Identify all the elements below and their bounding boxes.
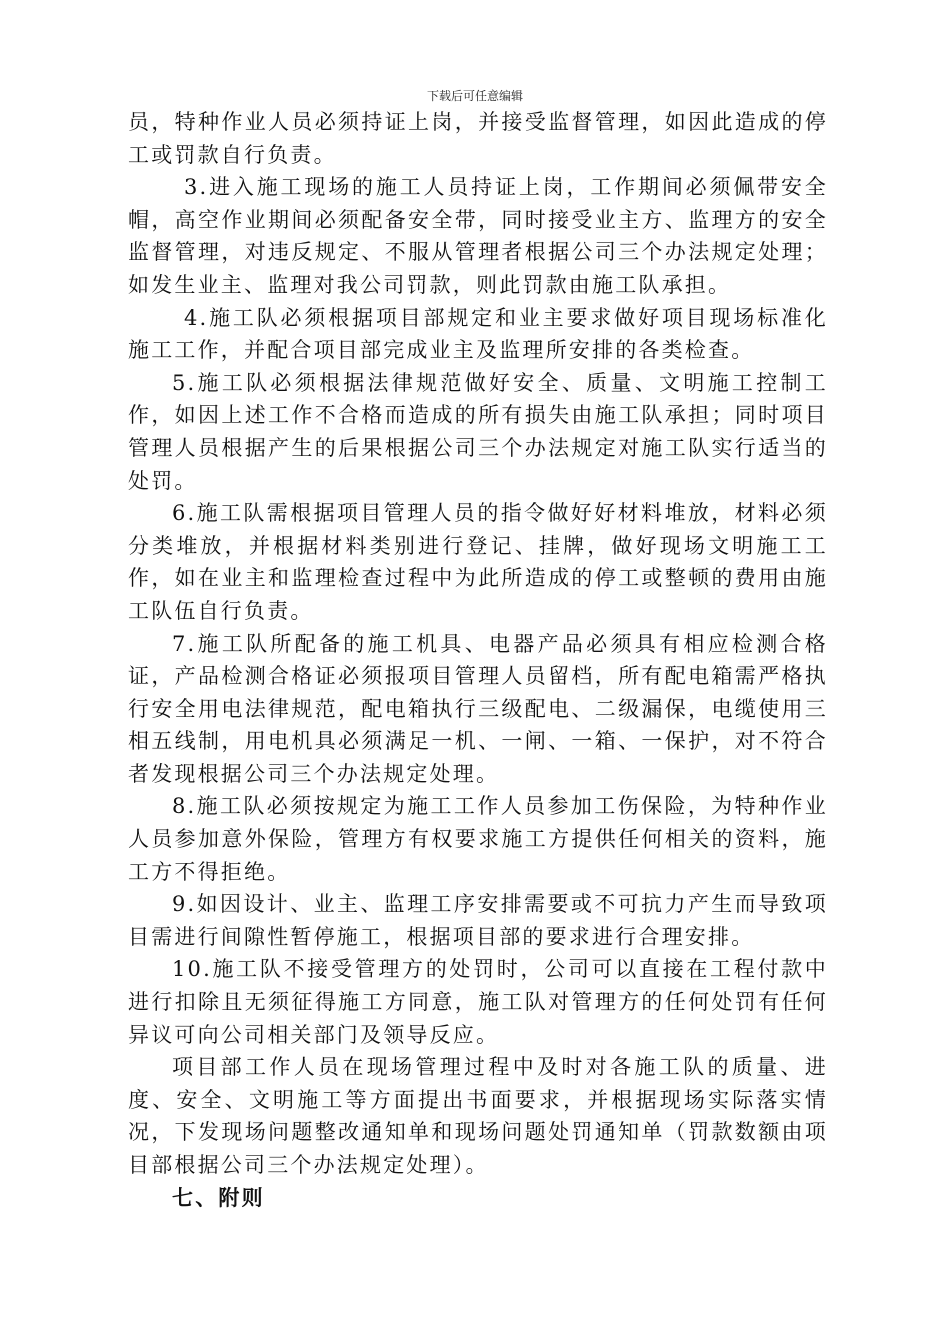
paragraph-item-6: 6.施工队需根据项目管理人员的指令做好好材料堆放，材料必须分类堆放，并根据材料类别进行登记、挂牌，做好现场文明施工工作，如在业主和监理检查过程中为此所造成的停工或整顿的费用由施工队伍自行负责。 xyxy=(128,501,828,623)
paragraph-item-5: 5.施工队必须根据法律规范做好安全、质量、文明施工控制工作，如因上述工作不合格而造成的所有损失由施工队承担；同时项目管理人员根据产生的后果根据公司三个办法规定对施工队实行适当的处罚。 xyxy=(128,370,828,493)
paragraph-continuation: 员，特种作业人员必须持证上岗，并接受监督管理，如因此造成的停工或罚款自行负责。 xyxy=(128,110,828,167)
page-header: 下载后可任意编辑 xyxy=(426,89,523,103)
document-body xyxy=(128,106,828,1214)
paragraph-item-8: 8.施工队必须按规定为施工工作人员参加工伤保险，为特种作业人员参加意外保险，管理方有权要求施工方提供任何相关的资料，施工方不得拒绝。 xyxy=(128,794,828,884)
paragraph-item-7: 7.施工队所配备的施工机具、电器产品必须具有相应检测合格证，产品检测合格证必须报项目管理人员留档，所有配电箱需严格执行安全用电法律规范，配电箱执行三级配电、二级漏保，电缆使用三相五线制，用电机具必须满足一机、一闸、一箱、一保护，对不符合者发现根据公司三个办法规定处理。 xyxy=(128,631,828,786)
section-heading: 七、附则 xyxy=(172,1184,265,1210)
paragraph-item-10: 10.施工队不接受管理方的处罚时，公司可以直接在工程付款中进行扣除且无须征得施工方同意，施工队对管理方的任何处罚有任何异议可向公司相关部门及领导反应。 xyxy=(128,957,828,1047)
paragraph-item-3: 3.进入施工现场的施工人员持证上岗，工作期间必须佩带安全帽，高空作业期间必须配备安全带，同时接受业主方、监理方的安全监督管理，对违反规定、不服从管理者根据公司三个办法规定处理；如发生业主、监理对我公司罚款，则此罚款由施工队承担。 xyxy=(128,175,828,297)
paragraph-summary: 项目部工作人员在现场管理过程中及时对各施工队的质量、进度、安全、文明施工等方面提出书面要求，并根据现场实际落实情况，下发现场问题整改通知单和现场问题处罚通知单（罚款数额由项目部根据公司三个办法规定处理）。 xyxy=(128,1055,828,1177)
paragraph-item-4: 4.施工队必须根据项目部规定和业主要求做好项目现场标准化施工工作，并配合项目部完成业主及监理所安排的各类检查。 xyxy=(128,305,828,363)
paragraph-item-9: 9.如因设计、业主、监理工序安排需要或不可抗力产生而导致项目需进行间隙性暂停施工，根据项目部的要求进行合理安排。 xyxy=(128,892,828,949)
